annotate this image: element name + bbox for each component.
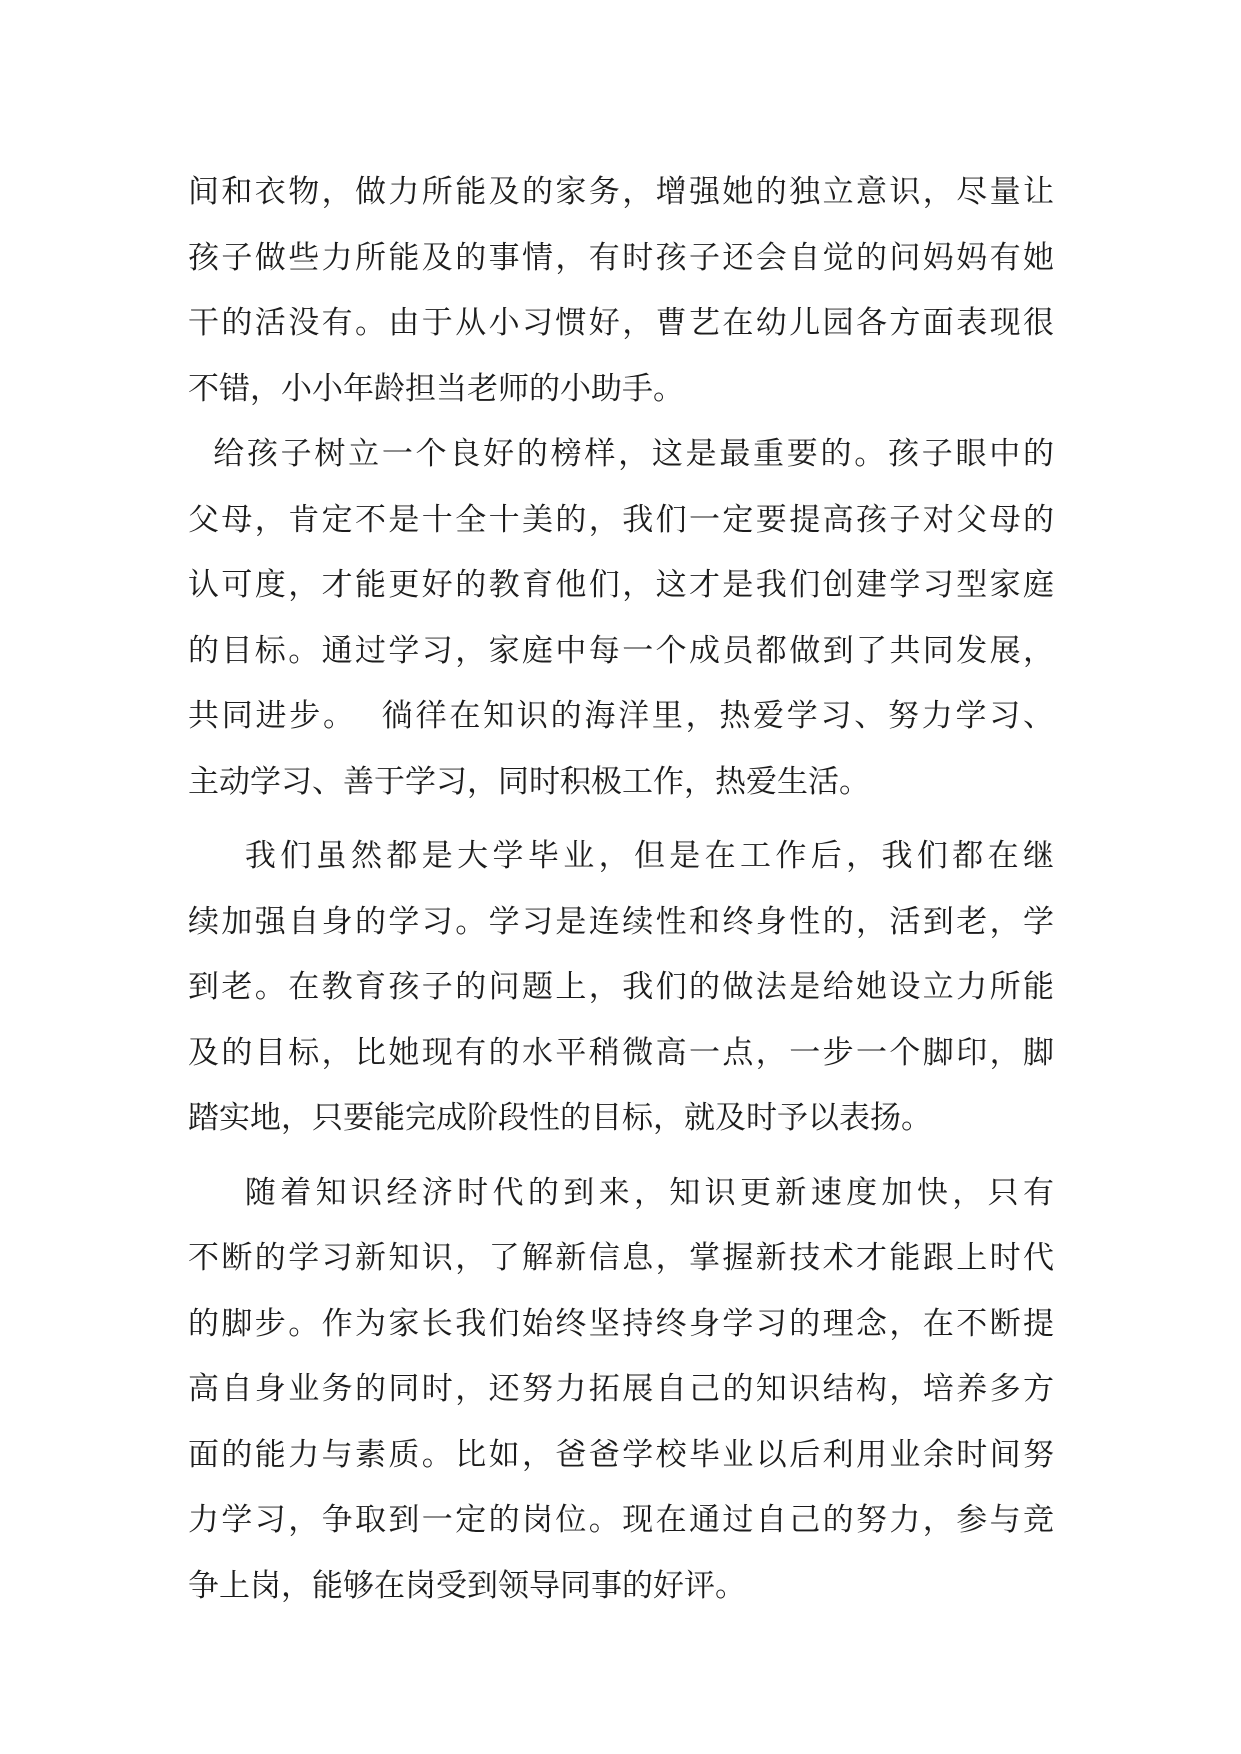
- text-line: 续加强自身的学习。学习是连续性和终身性的，活到老，学: [188, 903, 1054, 940]
- paragraph: [188, 1161, 1054, 1620]
- text-line: 争上岗，能够在岗受到领导同事的好评。: [188, 1567, 746, 1604]
- text-line: 共同进步。 徜徉在知识的海洋里，热爱学习、努力学习、: [188, 698, 1054, 734]
- text-line: 干的活没有。由于从小习惯好，曹艺在幼儿园各方面表现很: [188, 305, 1054, 341]
- paragraph: [188, 422, 1054, 815]
- text-line: 认可度，才能更好的教育他们，这才是我们创建学习型家庭: [188, 567, 1054, 603]
- text-line: 不断的学习新知识，了解新信息，掌握新技术才能跟上时代: [188, 1240, 1054, 1276]
- text-line: 力学习，争取到一定的岗位。现在通过自己的努力，参与竞: [188, 1502, 1054, 1538]
- text-line: 随着知识经济时代的到来，知识更新速度加快，只有: [188, 1174, 1054, 1211]
- text-line: 的脚步。作为家长我们始终坚持终身学习的理念，在不断提: [188, 1305, 1054, 1342]
- paragraph: [188, 824, 1054, 1152]
- body-text: [188, 160, 1054, 1619]
- text-line: 踏实地，只要能完成阶段性的目标，就及时予以表扬。: [188, 1100, 932, 1136]
- text-line: 不错，小小年龄担当老师的小助手。: [188, 370, 684, 407]
- text-line: 主动学习、善于学习，同时积极工作，热爱生活。: [188, 763, 870, 800]
- text-line: 的目标。通过学习，家庭中每一个成员都做到了共同发展，: [188, 632, 1054, 669]
- text-line: 及的目标，比她现有的水平稍微高一点，一步一个脚印，脚: [188, 1034, 1054, 1071]
- paragraph: [188, 160, 1054, 422]
- text-line: 面的能力与素质。比如，爸爸学校毕业以后利用业余时间努: [188, 1436, 1054, 1473]
- text-line: 给孩子树立一个良好的榜样，这是最重要的。孩子眼中的: [188, 436, 1054, 472]
- text-line: 孩子做些力所能及的事情，有时孩子还会自觉的问妈妈有她: [188, 239, 1054, 276]
- text-line: 间和衣物，做力所能及的家务，增强她的独立意识，尽量让: [188, 174, 1054, 210]
- text-line: 到老。在教育孩子的问题上，我们的做法是给她设立力所能: [188, 969, 1054, 1005]
- text-line: 高自身业务的同时，还努力拓展自己的知识结构，培养多方: [188, 1371, 1054, 1407]
- text-line: 我们虽然都是大学毕业，但是在工作后，我们都在继: [188, 838, 1054, 874]
- text-line: 父母，肯定不是十全十美的，我们一定要提高孩子对父母的: [188, 501, 1054, 538]
